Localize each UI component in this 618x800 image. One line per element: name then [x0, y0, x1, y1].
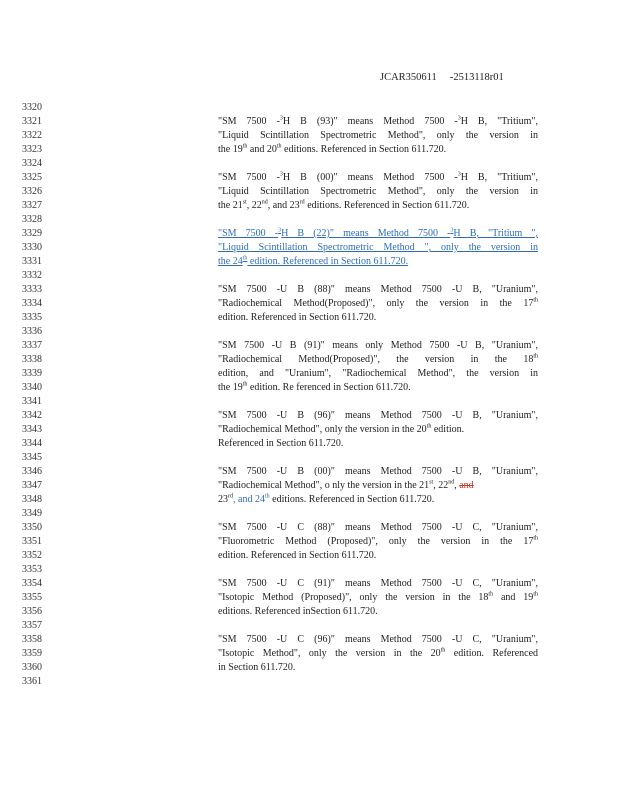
line-number: 3343 — [22, 424, 42, 435]
line-row — [0, 157, 618, 171]
text-segment: "Isotopic Method", only the version in the 20 — [218, 648, 441, 659]
line-row — [0, 591, 618, 605]
line-text — [218, 423, 538, 437]
line-row — [0, 325, 618, 339]
line-number: 3325 — [22, 172, 42, 183]
text-segment: "SM 7500 -U B (91)" means only Method 7500 -U B, "Uranium", — [218, 340, 538, 351]
line-row — [0, 255, 618, 269]
text-segment: edition. Re ferenced in Section 611.720. — [247, 382, 411, 393]
line-row — [0, 423, 618, 437]
text-segment: th — [426, 423, 432, 430]
text-segment: "Radiochemical Method", only the version in the 20 — [218, 424, 427, 435]
line-number: 3340 — [22, 382, 42, 393]
line-row — [0, 493, 618, 507]
line-number: 3355 — [22, 592, 42, 603]
text-segment: and 20 — [247, 144, 277, 155]
text-segment: editions. Referenced in Section 611.720. — [304, 200, 470, 211]
line-text — [218, 115, 538, 129]
text-segment: H B (93)" means Method 7500 - — [282, 116, 458, 127]
line-row — [0, 549, 618, 563]
line-text — [218, 381, 538, 395]
line-text — [218, 241, 538, 255]
text-segment: "SM 7500 -U C (96)" means Method 7500 -U C, "Uranium", — [218, 634, 538, 645]
text-segment: 3 — [457, 115, 461, 122]
line-number: 3346 — [22, 466, 42, 477]
line-number: 3353 — [22, 564, 42, 575]
text-segment: edition. — [431, 424, 465, 435]
line-row — [0, 633, 618, 647]
line-number: 3329 — [22, 228, 42, 239]
text-segment: 3 — [279, 115, 283, 122]
text-segment: "Fluorometric Method (Proposed)", only the version in the 17 — [218, 536, 534, 547]
text-segment: editions. Referenced in Section 611.720. — [281, 144, 447, 155]
line-number: 3334 — [22, 298, 42, 309]
text-segment: "Liquid Scintillation Spectrometric Method", only the version in — [218, 186, 538, 197]
line-row — [0, 605, 618, 619]
line-row — [0, 521, 618, 535]
text-segment: th — [533, 297, 538, 304]
text-segment: "SM 7500 - — [218, 116, 280, 127]
line-text — [218, 171, 538, 185]
line-row — [0, 437, 618, 451]
text-segment: the 21 — [218, 200, 243, 211]
line-row — [0, 101, 618, 115]
line-row — [0, 661, 618, 675]
line-text — [218, 409, 538, 423]
text-segment: th — [533, 591, 538, 598]
text-segment: "SM 7500 -U B (00)" means Method 7500 -U B, "Uranium", — [218, 466, 538, 477]
line-text — [218, 283, 538, 297]
line-text — [218, 255, 538, 269]
line-text — [218, 535, 538, 549]
line-row — [0, 367, 618, 381]
document-header: JCAR350611 -2513118r01 — [380, 72, 504, 83]
line-row — [0, 311, 618, 325]
text-segment: "SM 7500 - — [218, 172, 280, 183]
line-row — [0, 213, 618, 227]
text-segment: Referenced in Section 611.720. — [218, 438, 344, 449]
line-number: 3320 — [22, 102, 42, 113]
line-row — [0, 185, 618, 199]
line-text — [218, 521, 538, 535]
line-text — [218, 465, 538, 479]
line-text — [218, 647, 538, 661]
line-row — [0, 619, 618, 633]
text-segment: "Radiochemical Method(Proposed)", the version in the 18 — [218, 354, 534, 365]
line-row — [0, 129, 618, 143]
line-row — [0, 115, 618, 129]
deleted-text: and — [459, 480, 474, 491]
line-number: 3335 — [22, 312, 42, 323]
line-number: 3361 — [22, 676, 42, 687]
text-segment: st — [242, 199, 247, 206]
line-row — [0, 353, 618, 367]
inserted-text: th — [264, 493, 270, 500]
line-number: 3350 — [22, 522, 42, 533]
line-row — [0, 269, 618, 283]
text-segment: "SM 7500 -U C (91)" means Method 7500 -U C, "Uranium", — [218, 578, 538, 589]
inserted-text: , and 24 — [233, 494, 265, 505]
text-segment: H B, "Tritium", — [460, 116, 538, 127]
text-segment: nd — [448, 479, 455, 486]
line-row — [0, 647, 618, 661]
line-text — [218, 479, 538, 493]
text-segment: editions. Referenced in Section 611.720. — [269, 494, 435, 505]
text-segment: the 19 — [218, 382, 243, 393]
text-segment: "SM 7500 -U B (96)" means Method 7500 -U B, "Uranium", — [218, 410, 538, 421]
line-number: 3331 — [22, 256, 42, 267]
line-number: 3354 — [22, 578, 42, 589]
line-row — [0, 577, 618, 591]
text-segment: in Section 611.720. — [218, 662, 296, 673]
line-number: 3321 — [22, 116, 42, 127]
line-number: 3328 — [22, 214, 42, 225]
line-text — [218, 199, 538, 213]
line-number: 3332 — [22, 270, 42, 281]
line-number: 3351 — [22, 536, 42, 547]
line-row — [0, 381, 618, 395]
line-number: 3326 — [22, 186, 42, 197]
line-text — [218, 661, 538, 675]
text-segment: "Radiochemical Method", o nly the version in the 21 — [218, 480, 430, 491]
line-row — [0, 241, 618, 255]
text-segment: th — [488, 591, 494, 598]
line-number: 3357 — [22, 620, 42, 631]
text-segment: th — [276, 143, 282, 150]
inserted-text: "SM 7500 - — [218, 228, 279, 239]
line-text — [218, 185, 538, 199]
line-text — [218, 633, 538, 647]
line-number: 3333 — [22, 284, 42, 295]
line-row — [0, 451, 618, 465]
text-segment: 3 — [279, 171, 283, 178]
text-segment: , 22 — [433, 480, 449, 491]
line-number: 3347 — [22, 480, 42, 491]
line-number: 3360 — [22, 662, 42, 673]
line-row — [0, 535, 618, 549]
line-text — [218, 129, 538, 143]
inserted-text: H B (22)" means Method 7500 - — [281, 228, 451, 239]
line-text — [218, 577, 538, 591]
text-segment: "Radiochemical Method(Proposed)", only the version in the 17 — [218, 298, 534, 309]
text-segment: edition. Referenced — [445, 648, 539, 659]
line-text — [218, 591, 538, 605]
line-text — [218, 227, 538, 241]
text-segment: "SM 7500 -U B (88)" means Method 7500 -U B, "Uranium", — [218, 284, 538, 295]
line-text — [218, 143, 538, 157]
text-segment: edition. Referenced in Section 611.720. — [218, 312, 377, 323]
line-number: 3338 — [22, 354, 42, 365]
line-text — [218, 339, 538, 353]
text-segment: st — [429, 479, 434, 486]
inserted-text: "Liquid Scintillation Spectrometric Method ", only the version in — [218, 242, 538, 253]
line-row — [0, 143, 618, 157]
line-number: 3349 — [22, 508, 42, 519]
line-row — [0, 675, 618, 689]
line-number: 3322 — [22, 130, 42, 141]
line-number: 3348 — [22, 494, 42, 505]
line-row — [0, 563, 618, 577]
line-text — [218, 367, 538, 381]
text-segment: th — [242, 143, 248, 150]
line-row — [0, 227, 618, 241]
inserted-text: th — [242, 255, 248, 262]
text-segment: rd — [228, 493, 233, 500]
line-text — [218, 311, 538, 325]
line-row — [0, 199, 618, 213]
inserted-text: 3 — [450, 227, 454, 234]
text-segment: editions. Referenced inSection 611.720. — [218, 606, 378, 617]
line-text — [218, 493, 538, 507]
line-number: 3339 — [22, 368, 42, 379]
text-segment: , and 23 — [267, 200, 300, 211]
line-number: 3344 — [22, 438, 42, 449]
line-number: 3359 — [22, 648, 42, 659]
inserted-text: 3 — [278, 227, 282, 234]
text-segment: 23 — [218, 494, 228, 505]
line-number: 3324 — [22, 158, 42, 169]
line-number: 3345 — [22, 452, 42, 463]
text-segment: rd — [299, 199, 305, 206]
text-segment: 3 — [457, 171, 461, 178]
text-segment: "Isotopic Method (Proposed)", only the version in the 18 — [218, 592, 489, 603]
line-text — [218, 353, 538, 367]
inserted-text: edition. Referenced in Section 611.720. — [247, 256, 409, 267]
line-number: 3330 — [22, 242, 42, 253]
line-row — [0, 283, 618, 297]
inserted-text: the 24 — [218, 256, 243, 267]
line-row — [0, 395, 618, 409]
line-text — [218, 605, 538, 619]
line-number: 3337 — [22, 340, 42, 351]
text-segment: th — [440, 647, 446, 654]
text-segment: th — [533, 535, 538, 542]
text-segment: H B (00)" means Method 7500 - — [282, 172, 458, 183]
line-row — [0, 507, 618, 521]
text-segment: th — [533, 353, 538, 360]
line-number: 3352 — [22, 550, 42, 561]
line-number: 3342 — [22, 410, 42, 421]
line-row — [0, 409, 618, 423]
line-text — [218, 437, 538, 451]
line-text — [218, 297, 538, 311]
line-text — [218, 549, 538, 563]
line-number: 3341 — [22, 396, 42, 407]
text-segment: edition, and "Uranium", "Radiochemical Method", the version in — [218, 368, 538, 379]
line-number: 3356 — [22, 606, 42, 617]
text-segment: and 19 — [493, 592, 534, 603]
line-number: 3327 — [22, 200, 42, 211]
text-segment: nd — [261, 199, 268, 206]
text-segment: the 19 — [218, 144, 243, 155]
text-segment: th — [242, 381, 248, 388]
line-number: 3323 — [22, 144, 42, 155]
line-row — [0, 339, 618, 353]
line-number: 3358 — [22, 634, 42, 645]
line-row — [0, 479, 618, 493]
inserted-text: H B, "Tritium ", — [453, 228, 538, 239]
text-segment: H B, "Tritium", — [460, 172, 538, 183]
line-row — [0, 171, 618, 185]
line-row — [0, 465, 618, 479]
text-segment: edition. Referenced in Section 611.720. — [218, 550, 377, 561]
line-number: 3336 — [22, 326, 42, 337]
text-segment: "SM 7500 -U C (88)" means Method 7500 -U C, "Uranium", — [218, 522, 538, 533]
text-segment: , 22 — [246, 200, 262, 211]
line-row — [0, 297, 618, 311]
text-segment: "Liquid Scintillation Spectrometric Method", only the version in — [218, 130, 538, 141]
text-segment: , — [454, 480, 460, 491]
